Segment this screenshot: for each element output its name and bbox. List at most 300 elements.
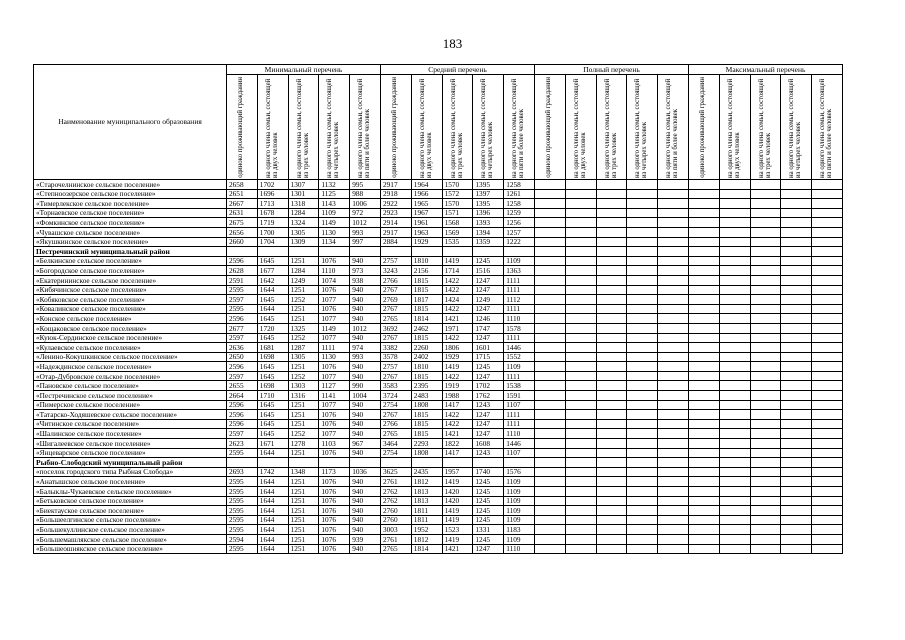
value-cell xyxy=(535,189,566,199)
value-cell: 940 xyxy=(350,304,381,314)
value-cell xyxy=(627,429,658,439)
value-cell xyxy=(689,208,720,218)
value-cell xyxy=(257,458,288,468)
value-cell: 1678 xyxy=(257,208,288,218)
value-cell: 1957 xyxy=(442,467,473,477)
value-cell: 1815 xyxy=(411,419,442,429)
value-cell: 2596 xyxy=(227,419,258,429)
value-cell xyxy=(535,419,566,429)
value-cell: 1811 xyxy=(411,506,442,516)
value-cell: 1130 xyxy=(319,352,350,362)
value-cell xyxy=(627,275,658,285)
value-cell: 1324 xyxy=(288,218,319,228)
column-header-label: на одного члена семьи, состоящей из трех человек xyxy=(757,78,772,178)
value-cell: 1012 xyxy=(350,218,381,228)
column-header xyxy=(596,75,627,180)
value-cell: 1422 xyxy=(442,285,473,295)
value-cell: 1720 xyxy=(257,323,288,333)
value-cell xyxy=(627,496,658,506)
value-cell: 1109 xyxy=(504,256,535,266)
value-cell xyxy=(658,487,689,497)
value-cell xyxy=(689,237,720,247)
value-cell xyxy=(565,208,596,218)
value-cell xyxy=(658,304,689,314)
value-cell: 1109 xyxy=(504,534,535,544)
column-header xyxy=(411,75,442,180)
value-cell xyxy=(565,237,596,247)
value-cell xyxy=(812,362,843,372)
value-cell xyxy=(781,467,812,477)
value-cell xyxy=(812,534,843,544)
municipality-name: «Янцеварское сельское поселение» xyxy=(34,448,227,458)
value-cell: 1822 xyxy=(442,439,473,449)
value-cell xyxy=(596,544,627,554)
value-cell: 2595 xyxy=(227,487,258,497)
value-cell: 1424 xyxy=(442,295,473,305)
value-cell xyxy=(658,410,689,420)
value-cell: 974 xyxy=(350,343,381,353)
column-header-label: на одного члена семьи, состоящей из пяти и более человек xyxy=(819,78,834,178)
value-cell: 1110 xyxy=(504,544,535,554)
value-cell: 2664 xyxy=(227,391,258,401)
value-cell xyxy=(227,458,258,468)
value-cell xyxy=(596,189,627,199)
value-cell xyxy=(812,410,843,420)
table-row xyxy=(34,266,843,276)
value-cell: 1077 xyxy=(319,333,350,343)
value-cell: 1813 xyxy=(411,496,442,506)
value-cell xyxy=(658,180,689,190)
value-cell xyxy=(781,487,812,497)
section-row xyxy=(34,247,843,257)
value-cell xyxy=(658,544,689,554)
value-cell: 1110 xyxy=(504,314,535,324)
value-cell xyxy=(442,247,473,257)
value-cell: 1576 xyxy=(504,467,535,477)
value-cell: 1815 xyxy=(411,275,442,285)
value-cell xyxy=(750,381,781,391)
value-cell: 2923 xyxy=(381,208,412,218)
value-cell xyxy=(627,227,658,237)
value-cell: 1644 xyxy=(257,448,288,458)
value-cell: 1700 xyxy=(257,227,288,237)
value-cell: 1251 xyxy=(288,410,319,420)
municipality-name: «Кобяковское сельское поселение» xyxy=(34,295,227,305)
value-cell: 2761 xyxy=(381,534,412,544)
value-cell: 3464 xyxy=(381,439,412,449)
municipality-name: «Большекуллинское сельское поселение» xyxy=(34,525,227,535)
value-cell xyxy=(812,477,843,487)
municipality-name: «Анатышское сельское поселение» xyxy=(34,477,227,487)
value-cell: 1806 xyxy=(442,343,473,353)
value-cell: 1251 xyxy=(288,285,319,295)
column-header xyxy=(350,75,381,180)
value-cell xyxy=(689,304,720,314)
municipality-name: «поселок городского типа Рыбная Слобода» xyxy=(34,467,227,477)
value-cell xyxy=(565,304,596,314)
value-cell xyxy=(411,458,442,468)
value-cell xyxy=(658,323,689,333)
value-cell: 1644 xyxy=(257,515,288,525)
value-cell: 2693 xyxy=(227,467,258,477)
value-cell: 940 xyxy=(350,544,381,554)
value-cell: 993 xyxy=(350,352,381,362)
value-cell xyxy=(227,247,258,257)
value-cell xyxy=(750,467,781,477)
column-header xyxy=(288,75,319,180)
value-cell: 1111 xyxy=(504,333,535,343)
value-cell xyxy=(504,458,535,468)
value-cell: 2760 xyxy=(381,515,412,525)
table-row xyxy=(34,218,843,228)
value-cell xyxy=(535,275,566,285)
value-cell: 1316 xyxy=(288,391,319,401)
value-cell: 940 xyxy=(350,256,381,266)
column-header xyxy=(689,75,720,180)
value-cell: 940 xyxy=(350,448,381,458)
value-cell xyxy=(535,304,566,314)
value-cell: 2596 xyxy=(227,410,258,420)
group-header-minimal: Минимальный перечень xyxy=(227,65,381,75)
value-cell xyxy=(719,419,750,429)
value-cell: 2757 xyxy=(381,256,412,266)
value-cell: 1817 xyxy=(411,295,442,305)
municipality-name: «Читинское сельское поселение» xyxy=(34,419,227,429)
value-cell: 2631 xyxy=(227,208,258,218)
value-cell xyxy=(565,496,596,506)
value-cell: 1644 xyxy=(257,477,288,487)
value-cell xyxy=(596,208,627,218)
value-cell xyxy=(750,295,781,305)
value-cell: 1396 xyxy=(473,208,504,218)
value-cell xyxy=(596,304,627,314)
value-cell: 1245 xyxy=(473,534,504,544)
value-cell xyxy=(750,496,781,506)
municipality-name: «Шалинское сельское поселение» xyxy=(34,429,227,439)
table-row xyxy=(34,506,843,516)
value-cell xyxy=(658,333,689,343)
value-cell: 2884 xyxy=(381,237,412,247)
value-cell xyxy=(596,343,627,353)
value-cell xyxy=(750,371,781,381)
value-cell: 1965 xyxy=(411,199,442,209)
value-cell xyxy=(535,477,566,487)
column-header-label: одиноко проживающий гражданин xyxy=(237,77,245,178)
value-cell xyxy=(781,333,812,343)
value-cell xyxy=(781,525,812,535)
value-cell xyxy=(658,525,689,535)
value-cell xyxy=(781,266,812,276)
value-cell: 2650 xyxy=(227,352,258,362)
value-cell: 2595 xyxy=(227,506,258,516)
value-cell: 2760 xyxy=(381,506,412,516)
value-cell xyxy=(658,439,689,449)
value-cell: 2462 xyxy=(411,323,442,333)
value-cell: 1076 xyxy=(319,496,350,506)
value-cell: 1742 xyxy=(257,467,288,477)
column-header-label: одиноко проживающий гражданин xyxy=(699,77,707,178)
value-cell: 1696 xyxy=(257,189,288,199)
value-cell xyxy=(535,381,566,391)
value-cell: 2765 xyxy=(381,544,412,554)
value-cell: 1125 xyxy=(319,189,350,199)
value-cell: 1608 xyxy=(473,439,504,449)
value-cell xyxy=(689,275,720,285)
value-cell xyxy=(689,439,720,449)
municipality-name: «Отар-Дубровское сельское поселение» xyxy=(34,371,227,381)
value-cell xyxy=(627,304,658,314)
value-cell: 2395 xyxy=(411,381,442,391)
value-cell: 1109 xyxy=(504,477,535,487)
value-cell: 1258 xyxy=(504,180,535,190)
value-cell xyxy=(535,199,566,209)
value-cell xyxy=(812,391,843,401)
value-cell xyxy=(596,180,627,190)
value-cell: 940 xyxy=(350,525,381,535)
value-cell xyxy=(627,381,658,391)
value-cell: 1815 xyxy=(411,333,442,343)
value-cell: 1966 xyxy=(411,189,442,199)
value-cell xyxy=(750,544,781,554)
value-cell: 1568 xyxy=(442,218,473,228)
value-cell: 940 xyxy=(350,285,381,295)
value-cell xyxy=(719,496,750,506)
value-cell xyxy=(596,487,627,497)
value-cell xyxy=(565,467,596,477)
value-cell: 2767 xyxy=(381,333,412,343)
value-cell: 1076 xyxy=(319,419,350,429)
value-cell: 1363 xyxy=(504,266,535,276)
value-cell xyxy=(565,429,596,439)
value-cell xyxy=(812,314,843,324)
municipality-name: «Ковалинское сельское поселение» xyxy=(34,304,227,314)
value-cell: 1811 xyxy=(411,515,442,525)
value-cell: 1952 xyxy=(411,525,442,535)
table-row xyxy=(34,410,843,420)
value-cell xyxy=(812,525,843,535)
value-cell xyxy=(781,419,812,429)
value-cell xyxy=(719,323,750,333)
value-cell: 1815 xyxy=(411,429,442,439)
value-cell xyxy=(812,467,843,477)
value-cell: 1111 xyxy=(504,304,535,314)
value-cell: 2757 xyxy=(381,362,412,372)
value-cell xyxy=(596,362,627,372)
value-cell: 1251 xyxy=(288,477,319,487)
value-cell: 2591 xyxy=(227,275,258,285)
value-cell xyxy=(565,515,596,525)
value-cell: 3724 xyxy=(381,391,412,401)
value-cell: 1251 xyxy=(288,304,319,314)
value-cell: 1420 xyxy=(442,487,473,497)
value-cell xyxy=(596,419,627,429)
value-cell xyxy=(719,525,750,535)
value-cell: 1645 xyxy=(257,429,288,439)
value-cell xyxy=(781,256,812,266)
value-cell: 1815 xyxy=(411,304,442,314)
value-cell xyxy=(565,180,596,190)
table-row xyxy=(34,323,843,333)
value-cell: 1247 xyxy=(473,544,504,554)
value-cell xyxy=(596,285,627,295)
value-cell xyxy=(689,534,720,544)
value-cell xyxy=(781,458,812,468)
value-cell xyxy=(565,189,596,199)
table-row xyxy=(34,333,843,343)
value-cell xyxy=(596,496,627,506)
value-cell: 1815 xyxy=(411,410,442,420)
value-cell xyxy=(812,400,843,410)
value-cell xyxy=(719,343,750,353)
value-cell xyxy=(719,256,750,266)
value-cell: 1644 xyxy=(257,525,288,535)
value-cell: 1421 xyxy=(442,544,473,554)
value-cell: 1359 xyxy=(473,237,504,247)
value-cell: 1111 xyxy=(504,275,535,285)
value-cell xyxy=(689,506,720,516)
value-cell xyxy=(535,458,566,468)
value-cell xyxy=(627,439,658,449)
value-cell: 1076 xyxy=(319,362,350,372)
value-cell xyxy=(719,227,750,237)
value-cell xyxy=(750,458,781,468)
value-cell xyxy=(565,333,596,343)
value-cell: 2628 xyxy=(227,266,258,276)
value-cell xyxy=(719,515,750,525)
value-cell xyxy=(627,506,658,516)
value-cell xyxy=(565,199,596,209)
value-cell: 967 xyxy=(350,439,381,449)
value-cell: 2260 xyxy=(411,343,442,353)
value-cell: 1251 xyxy=(288,534,319,544)
group-header-maximal: Максимальный перечень xyxy=(689,65,843,75)
value-cell xyxy=(689,448,720,458)
value-cell: 1109 xyxy=(504,515,535,525)
value-cell xyxy=(719,180,750,190)
value-cell xyxy=(812,439,843,449)
municipality-name: «Биектауское сельское поселение» xyxy=(34,506,227,516)
column-header xyxy=(565,75,596,180)
value-cell xyxy=(596,534,627,544)
value-cell: 2766 xyxy=(381,419,412,429)
municipality-name: «Степноозерское сельское поселение» xyxy=(34,189,227,199)
value-cell: 1109 xyxy=(319,208,350,218)
value-cell xyxy=(565,391,596,401)
value-cell xyxy=(658,275,689,285)
value-cell: 940 xyxy=(350,506,381,516)
value-cell xyxy=(781,237,812,247)
value-cell: 1601 xyxy=(473,343,504,353)
value-cell xyxy=(658,227,689,237)
value-cell xyxy=(473,247,504,257)
value-cell xyxy=(565,381,596,391)
value-cell: 940 xyxy=(350,371,381,381)
value-cell: 1644 xyxy=(257,544,288,554)
municipality-name: «Большемашлякское сельское поселение» xyxy=(34,534,227,544)
column-header-label: на одного члена семьи, состоящей из двух человек xyxy=(726,78,741,178)
value-cell xyxy=(288,458,319,468)
value-cell xyxy=(812,381,843,391)
value-cell xyxy=(689,295,720,305)
value-cell: 1076 xyxy=(319,304,350,314)
value-cell xyxy=(750,362,781,372)
value-cell xyxy=(596,352,627,362)
value-cell: 1420 xyxy=(442,496,473,506)
value-cell xyxy=(565,448,596,458)
value-cell: 2677 xyxy=(227,323,258,333)
value-cell xyxy=(627,391,658,401)
value-cell xyxy=(504,247,535,257)
value-cell xyxy=(719,439,750,449)
value-cell: 1130 xyxy=(319,227,350,237)
value-cell xyxy=(535,208,566,218)
value-cell xyxy=(719,266,750,276)
value-cell xyxy=(658,391,689,401)
value-cell xyxy=(719,467,750,477)
column-header-label: на одного члена семьи, состоящей из трех человек xyxy=(449,78,464,178)
value-cell xyxy=(658,534,689,544)
value-cell: 2922 xyxy=(381,199,412,209)
value-cell xyxy=(627,419,658,429)
value-cell xyxy=(535,439,566,449)
value-cell: 1812 xyxy=(411,477,442,487)
value-cell: 1677 xyxy=(257,266,288,276)
value-cell xyxy=(689,362,720,372)
value-cell: 1247 xyxy=(473,285,504,295)
value-cell: 3578 xyxy=(381,352,412,362)
value-cell xyxy=(627,247,658,257)
municipality-name: «Балыклы-Чукаевское сельское поселение» xyxy=(34,487,227,497)
table-row xyxy=(34,227,843,237)
value-cell: 988 xyxy=(350,189,381,199)
value-cell xyxy=(658,381,689,391)
value-cell xyxy=(719,285,750,295)
value-cell: 1111 xyxy=(504,410,535,420)
value-cell: 1109 xyxy=(504,362,535,372)
column-header-label: на одного члена семьи, состоящей из трех человек xyxy=(603,78,618,178)
value-cell: 1813 xyxy=(411,487,442,497)
section-row xyxy=(34,458,843,468)
table-row xyxy=(34,295,843,305)
column-header-label: на одного члена семьи, состоящей из пяти и более человек xyxy=(357,78,372,178)
value-cell: 1110 xyxy=(504,429,535,439)
value-cell xyxy=(781,391,812,401)
value-cell: 1247 xyxy=(473,304,504,314)
value-cell xyxy=(812,506,843,516)
value-cell: 1417 xyxy=(442,400,473,410)
municipality-name: «Ленино-Кокушкинское сельское поселение» xyxy=(34,352,227,362)
value-cell xyxy=(719,189,750,199)
value-cell: 1107 xyxy=(504,400,535,410)
value-cell: 1535 xyxy=(442,237,473,247)
value-cell: 1278 xyxy=(288,439,319,449)
table-row xyxy=(34,343,843,353)
value-cell xyxy=(596,391,627,401)
value-cell: 1012 xyxy=(350,323,381,333)
value-cell xyxy=(627,314,658,324)
value-cell: 940 xyxy=(350,333,381,343)
section-title: Пестречинский муниципальный район xyxy=(34,247,227,257)
value-cell: 1245 xyxy=(473,487,504,497)
value-cell xyxy=(781,285,812,295)
value-cell xyxy=(719,199,750,209)
value-cell: 1036 xyxy=(350,467,381,477)
value-cell xyxy=(781,323,812,333)
value-cell xyxy=(719,458,750,468)
value-cell: 2596 xyxy=(227,400,258,410)
value-cell: 1251 xyxy=(288,487,319,497)
value-cell xyxy=(750,343,781,353)
